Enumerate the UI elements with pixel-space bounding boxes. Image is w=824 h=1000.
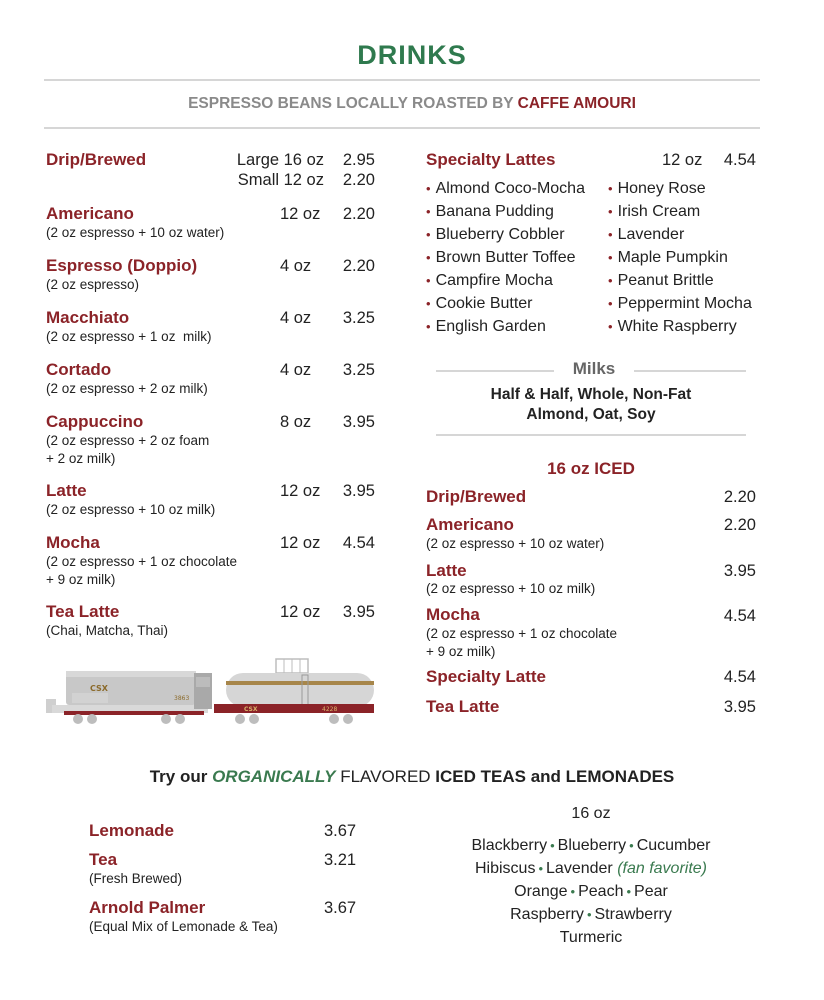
item-desc: (2 oz espresso + 2 oz foam	[46, 433, 210, 448]
item-desc: (2 oz espresso + 1 oz milk)	[46, 329, 212, 344]
drip-small-size: Small 12 oz	[237, 171, 324, 189]
item-desc: (2 oz espresso + 10 oz water)	[46, 225, 225, 240]
milks-line-2: Almond, Oat, Soy	[526, 406, 656, 423]
list-item	[608, 295, 752, 318]
item-name: Cortado	[46, 360, 112, 379]
train-car-number: 4228	[322, 706, 338, 713]
item-price: 4.54	[723, 607, 756, 625]
list-item	[426, 272, 585, 295]
item-name: Espresso (Doppio)	[46, 256, 198, 275]
item-size: 8 oz	[280, 413, 312, 431]
item-name: Mocha	[426, 605, 480, 624]
list-item	[426, 318, 585, 341]
flavor: Hibiscus	[474, 860, 536, 877]
flavor-row	[432, 880, 750, 903]
item-price: 3.95	[342, 482, 375, 500]
bullet: •	[426, 273, 431, 288]
list-item-label: Blueberry Cobbler	[435, 226, 565, 243]
tea-banner	[0, 767, 824, 787]
item-name: Latte	[46, 481, 87, 500]
item-price: 2.20	[342, 205, 375, 223]
bullet: •	[550, 838, 555, 853]
list-item-label: Peppermint Mocha	[617, 295, 752, 312]
drip-large-price: 2.95	[342, 151, 375, 169]
drip-large-size: Large 16 oz	[236, 151, 324, 169]
item-size: 12 oz	[280, 534, 321, 552]
list-item	[426, 180, 585, 203]
item-price: 4.54	[342, 534, 375, 552]
bullet: •	[586, 907, 592, 922]
bullet: •	[426, 296, 431, 311]
flavor: Cucumber	[636, 837, 711, 854]
bullet: •	[426, 319, 431, 334]
item-desc: (Fresh Brewed)	[89, 871, 183, 886]
item-name: Tea	[89, 850, 118, 869]
list-item-label: Almond Coco-Mocha	[435, 180, 585, 197]
list-item	[608, 272, 752, 295]
bullet: •	[608, 273, 613, 288]
item-desc: + 2 oz milk)	[46, 451, 116, 466]
item-size: 4 oz	[280, 257, 312, 275]
tea-banner-lemonades: LEMONADES	[565, 767, 675, 786]
item-name: Specialty Latte	[426, 667, 546, 686]
item-price: 3.67	[324, 899, 357, 917]
divider	[634, 370, 746, 372]
bullet: •	[426, 250, 431, 265]
list-item-label: Campfire Mocha	[435, 272, 553, 289]
item-name: Drip/Brewed	[426, 487, 527, 506]
flavor: Peach	[578, 883, 624, 900]
list-item-label: White Raspberry	[617, 318, 737, 335]
item-desc: (2 oz espresso + 10 oz water)	[426, 536, 605, 551]
list-item	[426, 226, 585, 249]
list-item	[426, 295, 585, 318]
list-item	[608, 180, 752, 203]
flavor: Blueberry	[557, 837, 627, 854]
flavor: Lavender	[546, 860, 613, 877]
item-name: Arnold Palmer	[89, 898, 206, 917]
item-desc: + 9 oz milk)	[426, 644, 496, 659]
divider	[44, 127, 760, 129]
tea-banner-organic: ORGANICALLY	[212, 767, 336, 786]
divider	[44, 79, 760, 81]
list-item	[426, 203, 585, 226]
bullet: •	[626, 884, 632, 899]
list-item	[426, 249, 585, 272]
roaster-brand: CAFFE AMOURI	[517, 95, 636, 112]
flavor: Raspberry	[510, 906, 584, 923]
item-price: 4.54	[723, 151, 756, 169]
item-name: Macchiato	[46, 308, 130, 327]
train-car-brand: CSX	[244, 706, 258, 713]
roaster-note	[0, 95, 824, 113]
item-name: Tea Latte	[46, 602, 120, 621]
list-item-label: Maple Pumpkin	[617, 249, 728, 266]
list-item	[608, 203, 752, 226]
tank-car	[214, 659, 374, 724]
item-price: 3.95	[723, 562, 756, 580]
item-name: Drip/Brewed	[46, 150, 147, 169]
list-item-label: Irish Cream	[617, 203, 701, 220]
item-price: 3.25	[342, 361, 375, 379]
item-size: 12 oz	[662, 151, 703, 169]
flavor: Strawberry	[594, 906, 672, 923]
item-name: Latte	[426, 561, 467, 580]
flavor-row	[432, 857, 750, 880]
specialty-list-left	[426, 180, 585, 341]
item-desc: (2 oz espresso + 2 oz milk)	[46, 381, 208, 396]
item-name: Mocha	[46, 533, 100, 552]
bullet: •	[608, 181, 613, 196]
bullet: •	[608, 296, 613, 311]
item-price: 2.20	[723, 488, 756, 506]
item-desc: (2 oz espresso + 10 oz milk)	[46, 502, 216, 517]
bullet: •	[629, 838, 634, 853]
item-price: 2.20	[723, 516, 756, 534]
train-car-brand: CSX	[90, 684, 108, 693]
item-desc: (2 oz espresso + 1 oz chocolate	[426, 626, 617, 641]
list-item-label: Honey Rose	[617, 180, 706, 197]
fan-favorite-note: (fan favorite)	[617, 860, 707, 877]
tea-banner-flavored: FLAVORED	[335, 767, 436, 786]
bullet: •	[426, 181, 431, 196]
list-item-label: English Garden	[435, 318, 546, 335]
tea-banner-iced-teas: ICED TEAS	[435, 767, 526, 786]
item-desc: (2 oz espresso)	[46, 277, 140, 292]
locomotive-car	[46, 671, 212, 724]
item-desc: (2 oz espresso + 10 oz milk)	[426, 581, 596, 596]
page-title: DRINKS	[357, 40, 467, 70]
list-item	[608, 318, 752, 341]
item-price: 4.54	[723, 668, 756, 686]
item-price: 3.67	[324, 822, 357, 840]
bullet: •	[570, 884, 576, 899]
bullet: •	[538, 861, 544, 876]
list-item-label: Lavender	[617, 226, 685, 243]
flavor: Blackberry	[471, 837, 548, 854]
flavor-row	[432, 903, 750, 926]
item-size: 12 oz	[280, 482, 321, 500]
list-item	[608, 249, 752, 272]
tea-banner-and: and	[525, 767, 566, 786]
item-price: 3.95	[342, 603, 375, 621]
list-item-label: Banana Pudding	[435, 203, 554, 220]
bullet: •	[426, 227, 431, 242]
bullet: •	[426, 204, 431, 219]
list-item-label: Cookie Butter	[435, 295, 533, 312]
flavor-size: 16 oz	[571, 805, 611, 822]
flavor-row	[432, 834, 750, 857]
divider	[436, 370, 554, 372]
item-price: 3.95	[723, 698, 756, 716]
item-desc: + 9 oz milk)	[46, 572, 116, 587]
milks-title: Milks	[572, 359, 616, 378]
item-price: 3.25	[342, 309, 375, 327]
flavor-row	[432, 926, 750, 949]
item-price: 2.20	[342, 257, 375, 275]
specialty-list-right	[608, 180, 752, 341]
bullet: •	[608, 319, 613, 334]
item-name: Americano	[46, 204, 134, 223]
item-price: 3.21	[324, 851, 357, 869]
train-illustration	[44, 655, 378, 727]
flavor: Orange	[514, 883, 568, 900]
list-item	[608, 226, 752, 249]
specialty-title: Specialty Lattes	[426, 150, 556, 169]
flavor: Pear	[634, 883, 668, 900]
drip-small-price: 2.20	[342, 171, 375, 189]
tea-banner-try: Try our	[149, 767, 213, 786]
item-name: Cappuccino	[46, 412, 144, 431]
item-desc: (2 oz espresso + 1 oz chocolate	[46, 554, 237, 569]
divider	[436, 434, 746, 436]
bullet: •	[608, 227, 613, 242]
roaster-note-text: ESPRESSO BEANS LOCALLY ROASTED BY	[188, 95, 518, 112]
bullet: •	[608, 250, 613, 265]
item-name: Lemonade	[89, 821, 175, 840]
item-size: 12 oz	[280, 205, 321, 223]
item-desc: (Equal Mix of Lemonade & Tea)	[89, 919, 278, 934]
item-size: 12 oz	[280, 603, 321, 621]
item-size: 4 oz	[280, 361, 312, 379]
train-car-number: 3863	[174, 695, 190, 702]
item-desc: (Chai, Matcha, Thai)	[46, 623, 169, 638]
bullet: •	[608, 204, 613, 219]
milks-line-1: Half & Half, Whole, Non-Fat	[490, 386, 692, 403]
iced-title: 16 oz ICED	[547, 459, 635, 478]
item-size: 4 oz	[280, 309, 312, 327]
item-name: Americano	[426, 515, 514, 534]
list-item-label: Brown Butter Toffee	[435, 249, 576, 266]
item-name: Tea Latte	[426, 697, 500, 716]
list-item-label: Peanut Brittle	[617, 272, 714, 289]
flavor: Turmeric	[559, 929, 623, 946]
item-price: 3.95	[342, 413, 375, 431]
